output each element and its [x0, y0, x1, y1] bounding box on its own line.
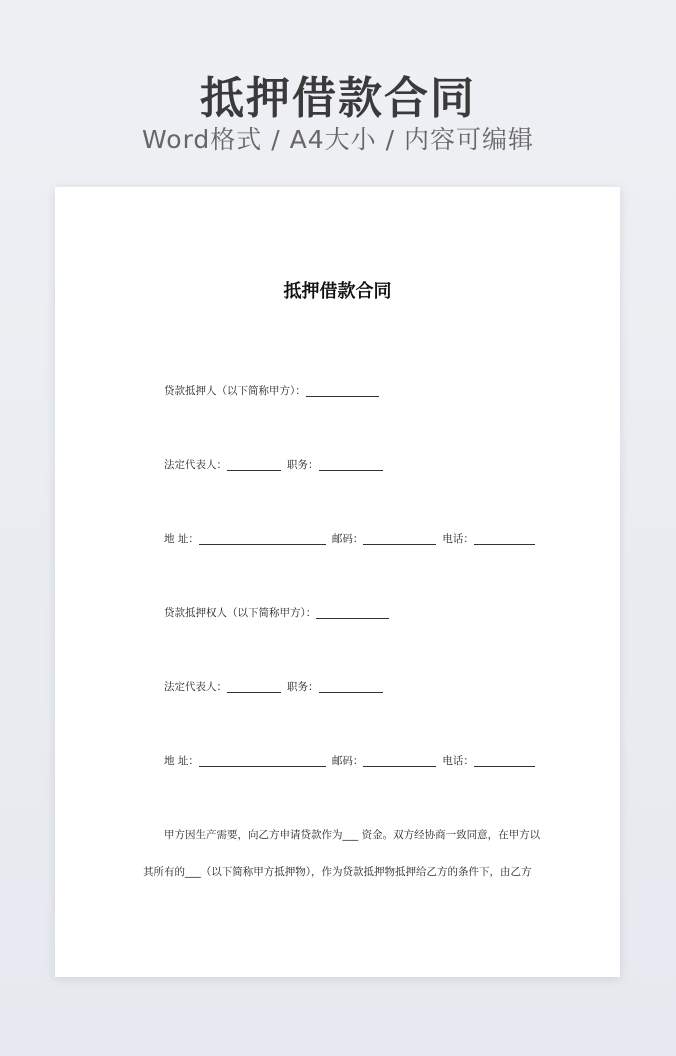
rep-row-2: [164, 679, 383, 694]
phone-label-2: 电话：: [442, 755, 474, 767]
position-label-2: 职务：: [287, 681, 319, 693]
address-blank-1[interactable]: [199, 532, 326, 545]
header-title: 抵押借款合同: [200, 73, 476, 124]
party-a-row: [164, 383, 379, 398]
position-blank-2[interactable]: [319, 680, 383, 693]
address-blank-2[interactable]: [199, 754, 326, 767]
rep-label-1: 法定代表人：: [164, 459, 227, 471]
address-label-1: 地 址：: [164, 533, 199, 545]
phone-blank-2[interactable]: [474, 754, 535, 767]
paragraph-line-2: 其所有的___（以下简称甲方抵押物），作为贷款抵押物抵押给乙方的条件下，由乙方: [143, 866, 532, 878]
paragraph-line-1: 甲方因生产需要，向乙方申请贷款作为___ 资金。双方经协商一致同意，在甲方以: [164, 829, 541, 841]
rep-label-2: 法定代表人：: [164, 681, 227, 693]
postcode-label-2: 邮码：: [331, 755, 364, 767]
party-b-blank[interactable]: [316, 606, 389, 619]
rep-row-1: [164, 457, 383, 472]
address-row-1: [164, 531, 535, 546]
document-title: 抵押借款合同: [283, 281, 392, 302]
address-row-2: [164, 753, 535, 768]
phone-label-1: 电话：: [442, 533, 474, 545]
postcode-blank-1[interactable]: [363, 532, 436, 545]
party-b-label: 贷款抵押权人（以下简称甲方）：: [164, 607, 317, 619]
position-label-1: 职务：: [287, 459, 319, 471]
party-b-row: [164, 605, 389, 620]
address-label-2: 地 址：: [164, 755, 199, 767]
rep-blank-1[interactable]: [227, 458, 281, 471]
header-subtitle: Word格式 / A4大小 / 内容可编辑: [142, 125, 534, 154]
rep-blank-2[interactable]: [227, 680, 281, 693]
document-page: [55, 187, 620, 977]
phone-blank-1[interactable]: [474, 532, 535, 545]
position-blank-1[interactable]: [319, 458, 383, 471]
party-a-label: 贷款抵押人（以下简称甲方）：: [164, 385, 306, 397]
postcode-label-1: 邮码：: [331, 533, 364, 545]
party-a-blank[interactable]: [306, 384, 379, 397]
postcode-blank-2[interactable]: [363, 754, 436, 767]
